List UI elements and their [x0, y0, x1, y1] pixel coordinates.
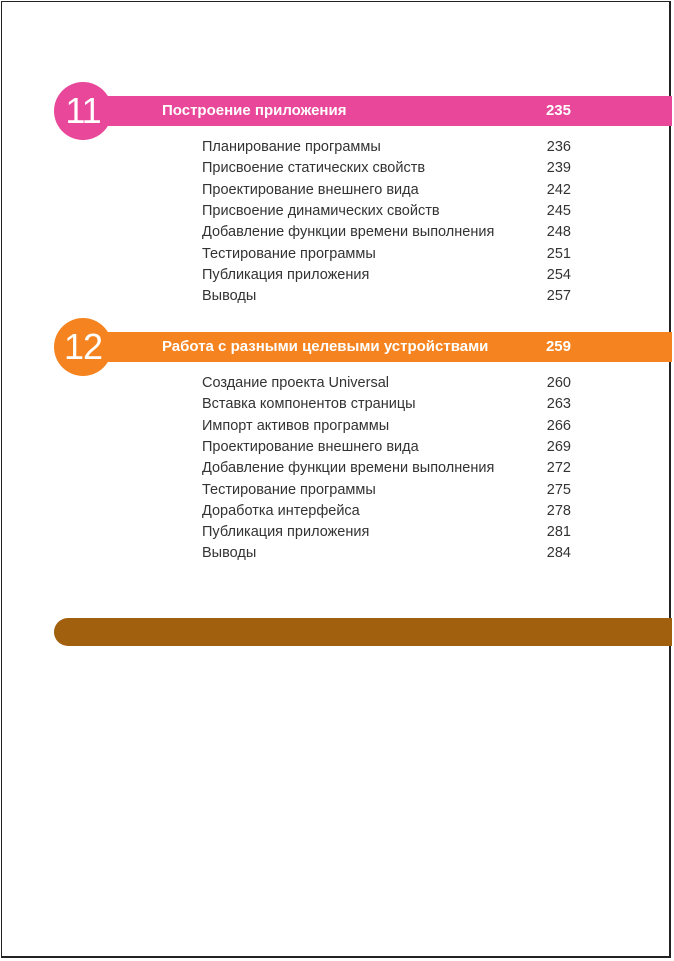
toc-entry[interactable] [0, 180, 674, 201]
toc-entry-title: Выводы [202, 288, 257, 305]
toc-entry[interactable] [0, 286, 674, 307]
toc-entry[interactable] [0, 458, 674, 479]
chapter-11-title[interactable]: Построение приложения [162, 102, 347, 119]
toc-entry[interactable] [0, 416, 674, 437]
toc-entry[interactable] [0, 222, 674, 243]
chapter-12-page: 259 [545, 338, 571, 355]
toc-entry-title: Добавление функции времени выполнения [202, 460, 495, 477]
toc-entry-page: 242 [546, 181, 571, 198]
toc-entry-title: Выводы [202, 545, 257, 562]
toc-entry[interactable] [0, 137, 674, 158]
toc-entry-title: Тестирование программы [202, 245, 376, 262]
toc-entry-title: Доработка интерфейса [202, 502, 360, 519]
toc-entry-page: 257 [546, 288, 571, 305]
toc-entry[interactable] [0, 373, 674, 394]
toc-entry-page: 275 [546, 481, 571, 498]
toc-entry-title: Создание проекта Universal [202, 375, 389, 391]
toc-entry-page: 269 [546, 438, 571, 455]
toc-entry-title: Проектирование внешнего вида [202, 181, 419, 198]
toc-entry-title: Публикация приложения [202, 524, 370, 541]
toc-entry-title: Импорт активов программы [202, 417, 390, 434]
toc-entry-page: 236 [546, 139, 571, 155]
toc-entry-page: 278 [546, 502, 571, 519]
chapter-11-number-badge: 11 [54, 82, 112, 140]
toc-entry-title: Присвоение статических свойств [202, 160, 426, 177]
toc-entry[interactable] [0, 244, 674, 265]
toc-entry-page: 281 [546, 524, 571, 541]
toc-entry[interactable] [0, 201, 674, 222]
toc-entry-page: 260 [546, 375, 571, 391]
toc-entry[interactable] [0, 522, 674, 543]
toc-entry-title: Добавление функции времени выполнения [202, 224, 495, 241]
next-chapter-bar [54, 618, 672, 646]
chapter-12-number-badge: 12 [54, 318, 112, 376]
toc-entry-page: 239 [546, 160, 571, 177]
toc-entry[interactable] [0, 158, 674, 179]
toc-entry-page: 254 [546, 266, 571, 283]
toc-entry-page: 266 [546, 417, 571, 434]
chapter-12-title[interactable]: Работа с разными целевыми устройствами [162, 338, 489, 355]
toc-entry-title: Планирование программы [202, 139, 381, 155]
toc-entry[interactable] [0, 501, 674, 522]
toc-entry-page: 251 [546, 245, 571, 262]
toc-entry[interactable] [0, 480, 674, 501]
toc-entry-title: Проектирование внешнего вида [202, 438, 419, 455]
toc-entry-title: Вставка компонентов страницы [202, 396, 416, 413]
chapter-11-page: 235 [545, 102, 571, 119]
toc-entry-page: 284 [546, 545, 571, 562]
toc-entry-title: Присвоение динамических свойств [202, 202, 440, 219]
toc-entry[interactable] [0, 394, 674, 415]
toc-entry-page: 263 [546, 396, 571, 413]
toc-entry-page: 272 [546, 460, 571, 477]
toc-entry-page: 248 [546, 224, 571, 241]
toc-entry-page: 245 [546, 202, 571, 219]
toc-entry-title: Тестирование программы [202, 481, 376, 498]
toc-entry-title: Публикация приложения [202, 266, 370, 283]
toc-entry[interactable] [0, 265, 674, 286]
toc-entry[interactable] [0, 543, 674, 564]
toc-entry[interactable] [0, 437, 674, 458]
